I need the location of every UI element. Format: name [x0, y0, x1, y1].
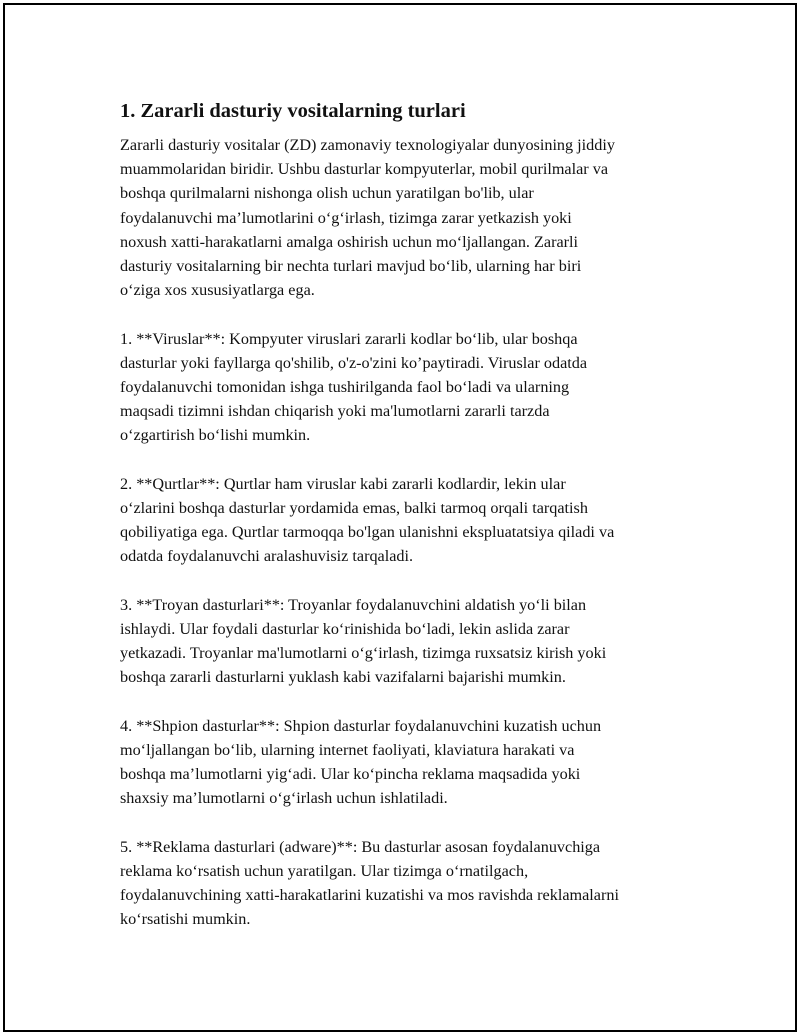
- page-frame: [3, 3, 797, 1032]
- document-title: 1. Zararli dasturiy vositalarning turlari: [120, 100, 466, 122]
- adware-paragraph: 5. **Reklama dasturlari (adware)**: Bu dasturlar asosan foydalanuvchiga reklama ko‘rsatish uchun yaratilgan. Ular tizimga o‘rnatilgach, foydalanuvchining xatti-harakatlarini kuzatishi va mos ravishda reklamalarni ko‘rsatishi mumkin.: [120, 837, 619, 929]
- trojans-paragraph: 3. **Troyan dasturlari**: Troyanlar foydalanuvchini aldatish yo‘li bilan ishlaydi. Ular foydali dasturlar ko‘rinishida bo‘ladi, lekin aslida zarar yetkazadi. Troyanlar ma'lumotlarni o‘g‘irlash, tizimga ruxsatsiz kirish yoki boshqa zararli dasturlarni yuklash kabi vazifalarni bajarishi mumkin.: [120, 595, 607, 687]
- spyware-paragraph: 4. **Shpion dasturlar**: Shpion dasturlar foydalanuvchini kuzatish uchun mo‘ljallangan bo‘lib, ularning internet faoliyati, klaviatura harakati va boshqa ma’lumotlarni yig‘adi. Ular ko‘pincha reklama maqsadida yoki shaxsiy ma’lumotlarni o‘g‘irlash uchun ishlatiladi.: [120, 716, 602, 808]
- viruses-paragraph: 1. **Viruslar**: Kompyuter viruslari zararli kodlar bo‘lib, ular boshqa dasturlar yoki fayllarga qo'shilib, o'z-o'zini ko’paytiradi. Viruslar odatda foydalanuvchi tomonidan ishga tushirilganda faol bo‘ladi va ularning maqsadi tizimni ishdan chiqarish yoki ma'lumotlarni zararli tarzda o‘zgartirish bo‘lishi mumkin.: [120, 329, 588, 445]
- worms-paragraph: 2. **Qurtlar**: Qurtlar ham viruslar kabi zararli kodlardir, lekin ular o‘zlarini boshqa dasturlar yordamida emas, balki tarmoq orqali tarqatish qobiliyatiga ega. Qurtlar tarmoqqa bo'lgan ulanishni ekspluatatsiya qiladi va odatda foydalanuvchi aralashuvisiz tarqaladi.: [120, 474, 615, 566]
- intro-paragraph: Zararli dasturiy vositalar (ZD) zamonaviy texnologiyalar dunyosining jiddiy muammolaridan biridir. Ushbu dasturlar kompyuterlar, mobil qurilmalar va boshqa qurilmalarni nishonga olish uchun yaratilgan bo'lib, ular foydalanuvchi ma’lumotlarini o‘g‘irlash, tizimga zarar yetkazish yoki noxush xatti-harakatlarni amalga oshirish uchun mo‘ljallangan. Zararli dasturiy vositalarning bir nechta turlari mavjud bo‘lib, ularning har biri o‘ziga xos xususiyatlarga ega.: [120, 136, 615, 300]
- document-body: [120, 97, 700, 956]
